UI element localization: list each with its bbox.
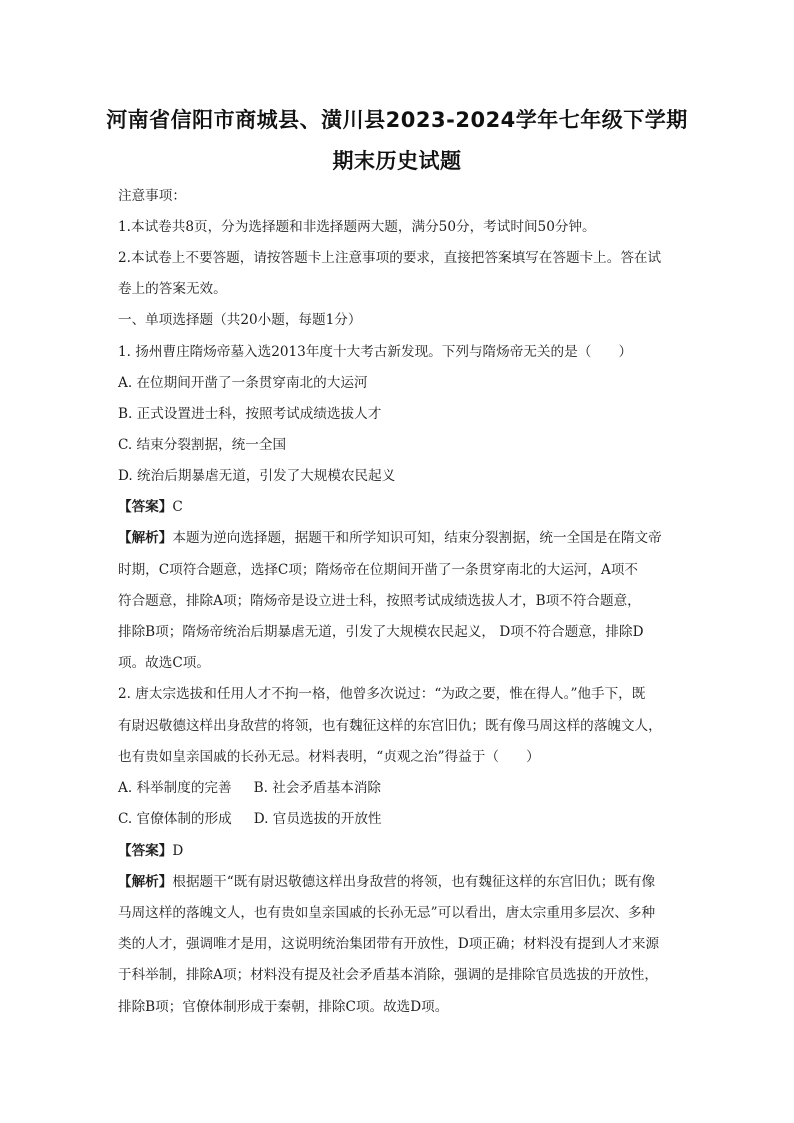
q2-analysis-line-4: 于科举制，排除A项；材料没有提及社会矛盾基本消除，强调的是排除官员选拔的开放性， <box>118 967 658 983</box>
q1-option-d: D. 统治后期暴虐无道，引发了大规模农民起义 <box>118 468 396 484</box>
q2-analysis-tag: 【解析】 <box>118 874 173 890</box>
q2-option-c: C. 官僚体制的形成 <box>118 811 232 827</box>
q2-stem-line-3: 也有贵如皇亲国戚的长孙无忌。材料表明，“贞观之治”得益于（ ） <box>118 749 540 765</box>
notice-item-2-line-1: 2.本试卷上不要答题，请按答题卡上注意事项的要求，直接把答案填写在答题卡上。答在试 <box>118 250 662 266</box>
section-heading: 一、单项选择题（共20小题，每题1分） <box>118 312 362 328</box>
exam-title-line-2: 期末历史试题 <box>332 149 462 173</box>
q2-options-row-1 <box>118 778 686 798</box>
q1-stem: 1. 扬州曹庄隋炀帝墓入选2013年度十大考古新发现。下列与隋炀帝无关的是（ ） <box>118 344 633 360</box>
notice-heading: 注意事项： <box>118 188 186 204</box>
q2-analysis-text-1: 根据题干“既有尉迟敬德这样出身敌营的将领，也有魏征这样的东宫旧仇；既有像 <box>172 874 656 890</box>
q1-analysis-line-4: 排除B项；隋炀帝统治后期暴虐无道，引发了大规模农民起义， D项不符合题意，排除D <box>118 624 644 640</box>
q2-answer-tag: 【答案】 <box>118 843 173 859</box>
q2-stem-line-2: 有尉迟敬德这样出身敌营的将领，也有魏征这样的东宫旧仇；既有像马周这样的落魄文人， <box>118 718 662 734</box>
q2-stem-line-1: 2. 唐太宗选拔和任用人才不拘一格，他曾多次说过：“为政之要，惟在得人。”他手下，既 <box>118 686 646 702</box>
q1-option-b: B. 正式设置进士科，按照考试成绩选拔人才 <box>118 406 382 422</box>
q1-analysis-tag: 【解析】 <box>118 530 173 546</box>
q1-analysis-line-3: 符合题意，排除A项；隋炀帝是设立进士科，按照考试成绩选拔人才，B项不符合题意， <box>118 593 641 609</box>
q1-answer <box>118 497 686 517</box>
q2-option-d: D. 官员选拔的开放性 <box>253 811 382 827</box>
q1-option-c: C. 结束分裂割据，统一全国 <box>118 437 287 453</box>
q1-analysis-line-2: 时期，C项符合题意，选择C项；隋炀帝在位期间开凿了一条贯穿南北的大运河，A项不 <box>118 562 638 578</box>
notice-item-2-line-2: 卷上的答案无效。 <box>118 281 227 297</box>
q1-answer-value: C <box>172 499 183 515</box>
q2-analysis-line-2: 马周这样的落魄文人，也有贵如皇亲国戚的长孙无忌”可以看出，唐太宗重用多层次、多种 <box>118 905 656 921</box>
q2-answer <box>118 841 686 861</box>
notice-item-1: 1.本试卷共8页，分为选择题和非选择题两大题，满分50分，考试时间50分钟。 <box>118 219 596 235</box>
q1-answer-tag: 【答案】 <box>118 499 173 515</box>
q1-option-a: A. 在位期间开凿了一条贯穿南北的大运河 <box>118 375 368 391</box>
q1-analysis-text-1: 本题为逆向选择题，据题干和所学知识可知，结束分裂割据，统一全国是在隋文帝 <box>172 530 662 546</box>
q2-analysis-line-5: 排除B项；官僚体制形成于秦朝，排除C项。故选D项。 <box>118 999 449 1015</box>
q2-analysis-line-1 <box>118 872 686 892</box>
q2-option-a: A. 科举制度的完善 <box>118 780 232 796</box>
q2-answer-value: D <box>172 843 184 859</box>
q2-analysis-line-3: 类的人才，强调唯才是用，这说明统治集团带有开放性，D项正确；材料没有提到人才来源 <box>118 936 660 952</box>
q1-analysis-line-1 <box>118 528 686 548</box>
q2-options-row-2 <box>118 809 686 829</box>
q1-analysis-line-5: 项。故选C项。 <box>118 655 210 671</box>
exam-title-line-1: 河南省信阳市商城县、潢川县2023-2024学年七年级下学期 <box>106 108 688 132</box>
q2-option-b: B. 社会矛盾基本消除 <box>253 780 382 796</box>
